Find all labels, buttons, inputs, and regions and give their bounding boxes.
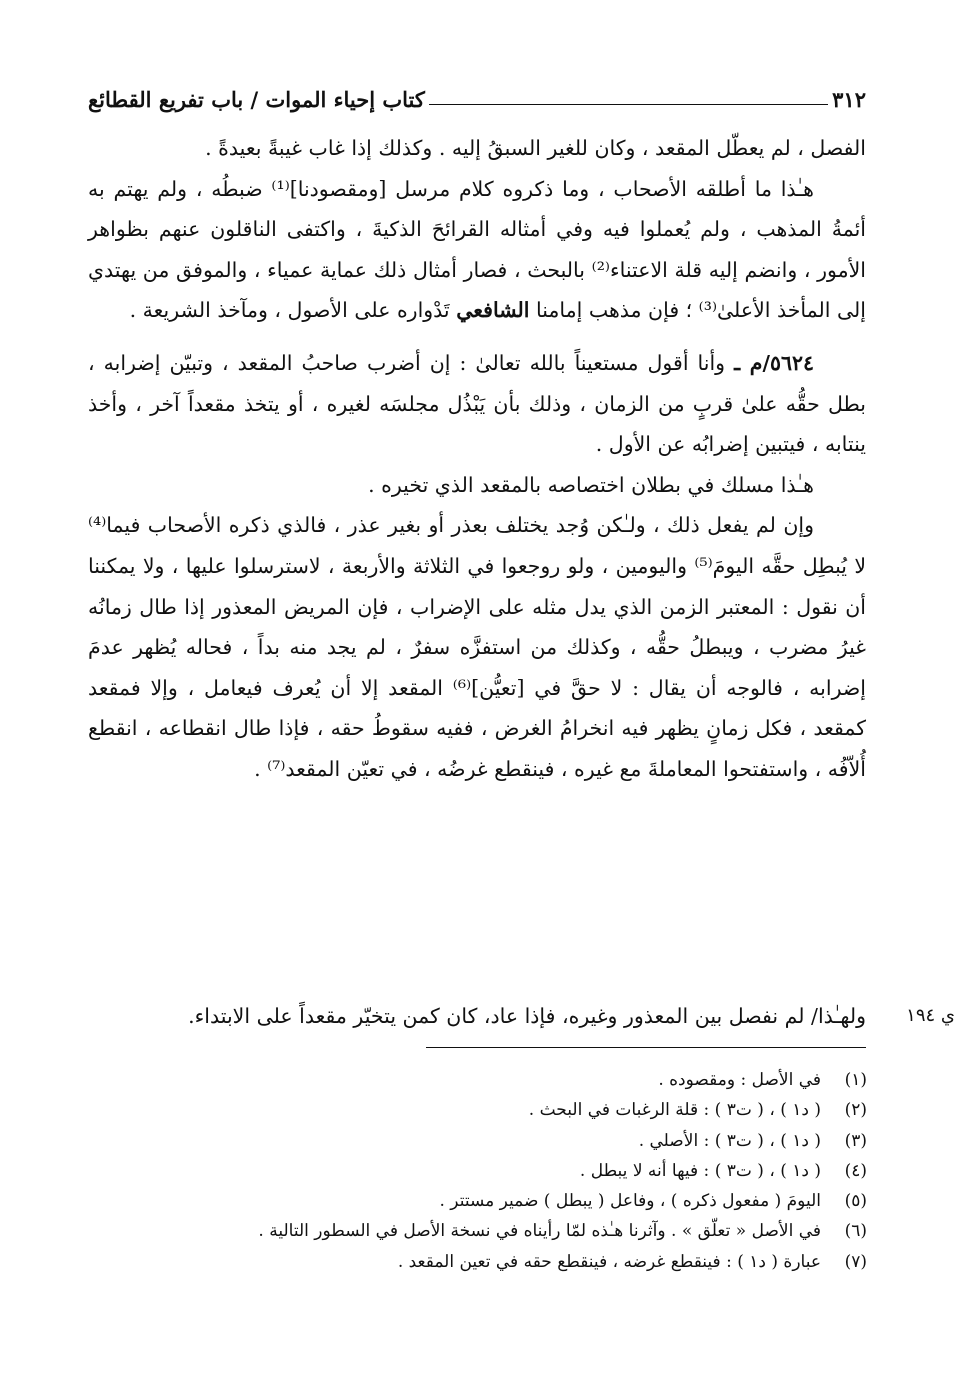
paragraph-3-text: وأنا أقول مستعيناً بالله تعالىٰ : إن أضرب صاحبُ المقعد ، وتبيّن إضرابه ، بطل حقُّه علىٰ قربٍ من الزمان ، وذلك بأن يَبْذُل مجلسَه لغيره ، أو يتخذ مقعداً آخر ، وأخذ ينتابه ، فيتبين إضرابُه عن الأول . xyxy=(88,350,866,457)
footnote xyxy=(89,1156,867,1186)
footnote-text: في الأصل « تعلّق » . وآثرنا هـٰذه لمّا رأيناه في نسخة الأصل في السطور التالية . xyxy=(258,1221,821,1242)
footnote xyxy=(89,1247,867,1277)
page-number: ٣١٢ xyxy=(832,87,866,112)
paragraph-3 xyxy=(88,343,866,465)
footnote xyxy=(89,1065,867,1095)
header-title: كتاب إحياء الموات / باب تفريع القطائع xyxy=(88,87,425,112)
running-header xyxy=(88,78,866,112)
footnote-number: (٦) xyxy=(844,1221,867,1242)
footnote-number: (٤) xyxy=(844,1160,867,1181)
footnotes xyxy=(89,1065,867,1277)
imam-name: الشافعي xyxy=(456,298,530,323)
footnote-number: (٢) xyxy=(844,1100,867,1121)
paragraph-2 xyxy=(88,169,866,331)
footnote-separator xyxy=(426,1047,866,1048)
footnote-number: (٥) xyxy=(844,1191,867,1212)
footnote-text: ( د١ ) ، ( ت٣ ) : الأصلي . xyxy=(638,1130,821,1151)
footnote-text: اليومَ ( مفعول ذكره ) ، وفاعل ( يبطل ) ضمير مستتر . xyxy=(439,1191,821,1212)
footnote xyxy=(89,1126,867,1156)
footnote-text: ( د١ ) ، ( ت٣ ) : قلة الرغبات في البحث . xyxy=(528,1100,821,1121)
footnote xyxy=(89,1095,867,1125)
paragraph-2-end: تَدْواره على الأصول ، ومآخذ الشريعة . xyxy=(129,298,450,323)
paragraph-6: ولهـٰذا/ لم نفصل بين المعذور وغيره، فإذا عاد، كان كمن يتخيّر مقعداً على الابتداء. xyxy=(188,1004,866,1028)
paragraph-4: هـٰذا مسلك في بطلان اختصاصه بالمقعد الذي تخيره . xyxy=(368,472,814,497)
footnote-text: عبارة ( د١ ) : فينقطع غرضه ، فينقطع حقه في تعين المقعد . xyxy=(397,1251,821,1272)
footnote xyxy=(89,1186,867,1216)
footnote xyxy=(89,1216,867,1246)
footnote-number: (٣) xyxy=(844,1130,867,1151)
main-text xyxy=(88,128,866,790)
margin-manuscript-note: ي ١٩٤ xyxy=(906,1005,955,1026)
paragraph-5: وإن لم يفعل ذلك ، ولـٰكن وُجد يختلف بعذر أو بغير عذر ، فالذي ذكره الأصحاب فيما⁽⁴⁾ لا يُبطِل حقَّه اليومَ⁽⁵⁾ واليومين ، ولو روجعوا في الثلاثة والأربعة ، لاسترسلوا عليها ، ولا يمكننا أن نقول : المعتبر الزمن الذي يدل مثله على الإضراب ، فإن المريض المعذور إذا طال زمانُه غيرُ مضرب ، ويبطلُ حقُّه ، وكذلك من استفزَّه سفرٌ ، لم يجد منه بداً ، فحاله يُظهر عدمَ إضرابه ، فالوجه أن يقال : لا حقَّ في [تعيُّن]⁽⁶⁾ المقعد إلا أن يُعرف فيعامل ، وإلا فمقعد كمقعد ، فكل زمانٍ يظهر فيه انخرامُ الغرض ، ففيه سقوطُ حقه ، فإذا طال انقطاعه ، انقطع أُلاّفُه ، واستفتحوا المعاملةَ مع غيره ، فينقطع غرضُه ، في تعيّن المقعد⁽⁷⁾ . xyxy=(88,513,867,781)
issue-number: ٥٦٢٤/م ـ xyxy=(734,350,814,375)
footnote-text: ( د١ ) ، ( ت٣ ) : فيها أنه لا يبطل . xyxy=(579,1160,821,1181)
header-rule xyxy=(429,104,828,105)
footnote-text: في الأصل : ومقصوده . xyxy=(658,1070,821,1090)
footnote-number: (١) xyxy=(844,1070,867,1090)
last-line-row xyxy=(0,996,955,1036)
paragraph-2-text: هـٰذا ما أطلقه الأصحاب ، وما ذكروه كلام مرسل [ومقصودنا]⁽¹⁾ ضبطُه ، ولم يهتم به أئمةُ المذهب ، ولم يُعملوا فيه وفي أمثاله القرائحَ الذكيةَ ، واكتفى الناقلون عنهم بظواهر الأمور ، وانضم إليه قلة الاعتناء⁽²⁾ بالبحث ، فصار أمثال ذلك عماية عمياء ، والموفق من يهتدي إلى المأخذ الأعلىٰ⁽³⁾ ؛ فإن مذهب إمامنا xyxy=(88,176,866,323)
footnote-number: (٧) xyxy=(844,1251,867,1272)
paragraph-1: الفصل ، لم يعطّل المقعد ، وكان للغير السبقُ إليه . وكذلك إذا غاب غيبةً بعيدةً . xyxy=(205,136,866,160)
